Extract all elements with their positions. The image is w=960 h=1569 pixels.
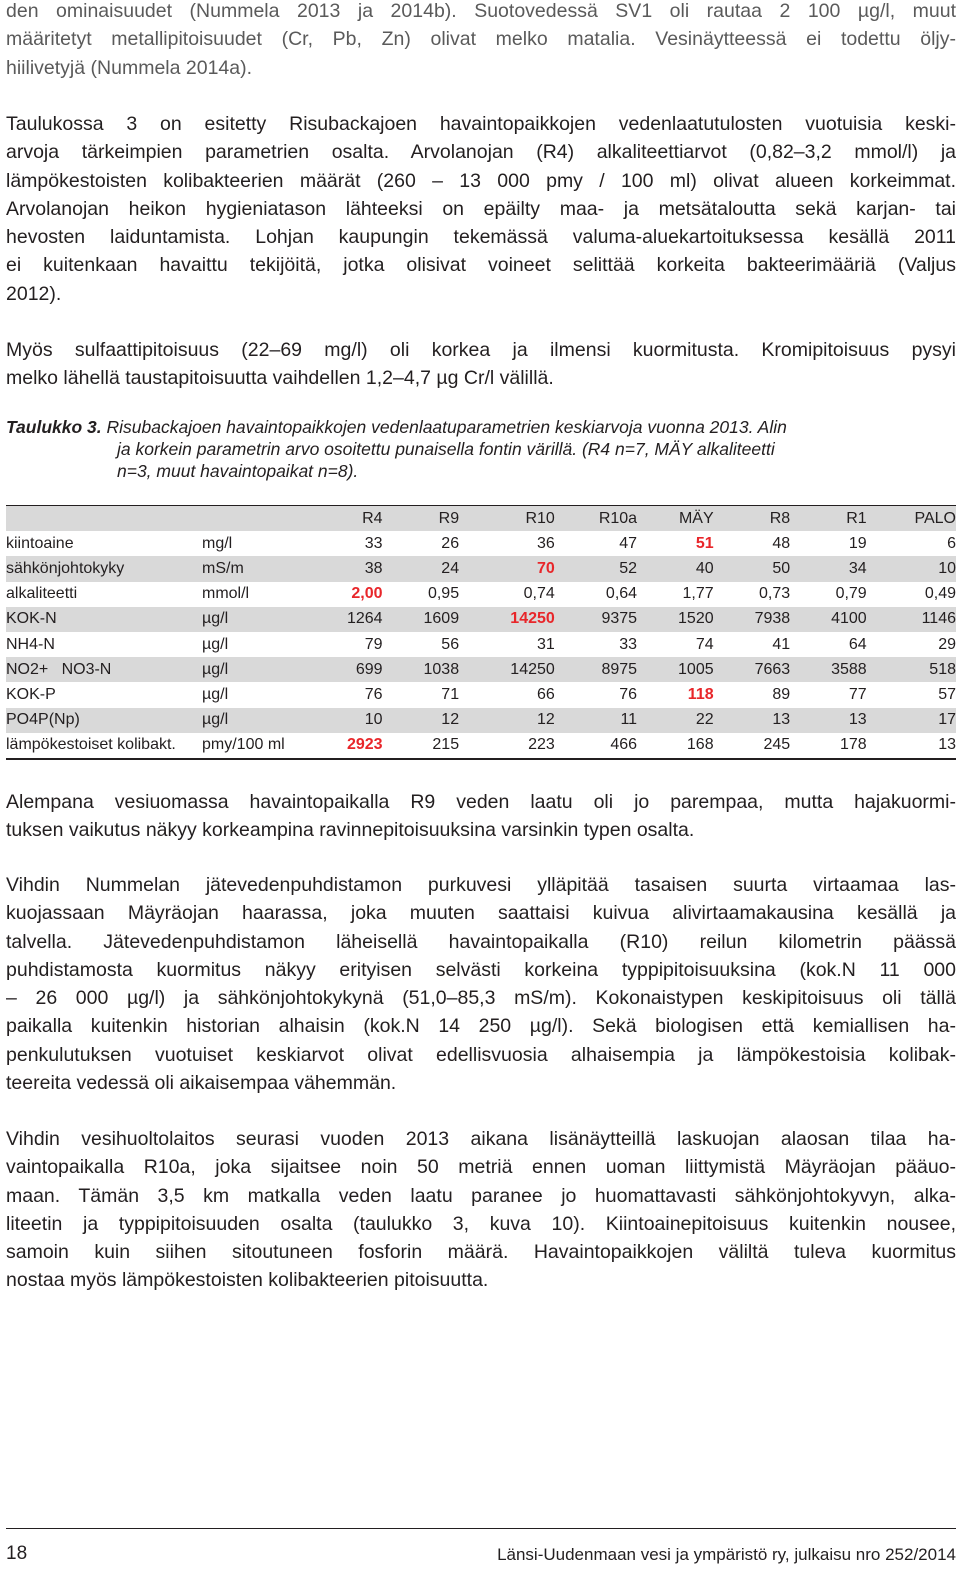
- table-cell: 40: [695, 559, 714, 577]
- text-line: puhdistamosta kuormitus näkyy erityisen selvästi korkeina typpipitoisuuksina (kok.N 11 000: [6, 958, 956, 981]
- caption-line-3: n=3, muut havaintopaikat n=8).: [117, 461, 359, 481]
- table-cell: 36: [537, 534, 555, 552]
- table-cell: 79: [364, 635, 383, 653]
- text-line: – 26 000 µg/l) ja sähkönjohtokykynä (51,0–85,3 mS/m). Kokonaistypen keskipitoisuus oli tällä: [6, 987, 956, 1010]
- table-cell: 168: [686, 736, 714, 754]
- table-cell: 26: [441, 534, 460, 552]
- table-cell: 41: [772, 635, 791, 653]
- text-line: Myös sulfaattipitoisuus (22–69 mg/l) oli korkea ja ilmensi kuormitusta. Kromipitoisuus pysyi: [6, 339, 956, 361]
- text-line: teereita vedessä oli aikaisempaa vähemmän.: [6, 1072, 397, 1095]
- table-cell: 2923: [346, 736, 383, 754]
- table-cell: 518: [929, 660, 956, 678]
- table-cell: 466: [610, 736, 638, 754]
- water-quality-table: [6, 505, 956, 760]
- row-unit: µg/l: [202, 711, 229, 729]
- table-cell: 56: [441, 635, 460, 653]
- table-cell: 1,77: [682, 585, 714, 603]
- paragraph-sulfate: [6, 336, 956, 393]
- table-cell: 4100: [831, 610, 867, 628]
- table-cell: 215: [432, 736, 460, 754]
- table-cell: 0,49: [924, 585, 956, 603]
- table-cell: 699: [355, 660, 383, 678]
- header-station: R1: [846, 509, 867, 527]
- table-cell: 245: [763, 736, 791, 754]
- header-station: MÄY: [678, 509, 714, 527]
- table-cell: 11: [620, 711, 638, 729]
- text-line: maan. Tämän 3,5 km matkalla veden laatu paranee jo huomattavasti sähkönjohtokyvyn, alka-: [6, 1184, 956, 1207]
- table-row: [6, 556, 956, 581]
- table-cell: 48: [772, 534, 791, 552]
- table-cell: 178: [840, 736, 867, 754]
- table-cell: 29: [938, 635, 956, 653]
- row-unit: µg/l: [202, 610, 229, 628]
- text-line: 2012).: [6, 282, 62, 305]
- text-line: paikalla kuitenkin historian alhaisin (kok.N 14 250 µg/l). Sekä biologisen että kemiallisen ha-: [6, 1015, 956, 1038]
- row-unit: pmy/100 ml: [202, 736, 285, 754]
- header-station: R9: [438, 509, 460, 527]
- table-row: [6, 733, 956, 759]
- table-row: [6, 582, 956, 607]
- table-cell: 47: [619, 534, 638, 552]
- header-station: PALO: [914, 509, 956, 527]
- table-cell: 1038: [423, 660, 460, 678]
- table-header-row: [6, 506, 956, 532]
- caption-line-2: ja korkein parametrin arvo osoitettu punaisella fontin värillä. (R4 n=7, MÄY alkaliteetti: [117, 439, 775, 459]
- row-unit: mS/m: [202, 559, 244, 577]
- table-cell: 9375: [601, 610, 638, 628]
- text-line: Alempana vesiuomassa havaintopaikalla R9 veden laatu oli jo parempaa, mutta hajakuormi-: [6, 791, 956, 813]
- row-parameter: KOK-N: [6, 610, 57, 628]
- row-parameter: NH4-N: [6, 635, 55, 653]
- table-cell: 50: [772, 559, 791, 577]
- text-line: liteetin ja typpipitoisuuden osalta (taulukko 3, kuva 10). Kiintoainepitoisuus kuitenkin nousee,: [6, 1212, 956, 1235]
- table-cell: 76: [619, 685, 638, 703]
- table-body: [6, 531, 956, 759]
- table-cell: 57: [938, 685, 956, 703]
- table-cell: 10: [364, 711, 383, 729]
- paragraph-nummela-wwtp: [6, 871, 956, 1097]
- header-station: R10: [525, 509, 555, 527]
- table-cell: 89: [772, 685, 791, 703]
- table-row: [6, 682, 956, 707]
- table-cell: 31: [537, 635, 555, 653]
- text-line: arvoja tärkeimpien parametrien osalta. Arvolanojan (R4) alkaliteettiarvot (0,82–3,2 mmol/l) ja: [6, 141, 956, 164]
- header-station: R10a: [598, 509, 638, 527]
- caption-line-1: Risubackajoen havaintopaikkojen vedenlaatuparametrien keskiarvoja vuonna 2013. Alin: [106, 417, 787, 437]
- row-unit: mmol/l: [202, 585, 250, 603]
- text-line: määritetyt metallipitoisuudet (Cr, Pb, Zn) olivat melko matalia. Vesinäytteessä ei todettu öljy-: [6, 28, 956, 51]
- table-cell: 1264: [346, 610, 383, 628]
- table-cell: 12: [441, 711, 460, 729]
- table-cell: 52: [619, 559, 638, 577]
- table-row: [6, 607, 956, 632]
- table-cell: 34: [848, 559, 867, 577]
- table-cell: 7663: [754, 660, 791, 678]
- publication-info: Länsi-Uudenmaan vesi ja ympäristö ry, julkaisu nro 252/2014: [497, 1545, 956, 1564]
- table-cell: 8975: [601, 660, 638, 678]
- text-line: den ominaisuudet (Nummela 2013 ja 2014b). Suotovedessä SV1 oli rautaa 2 100 µg/l, muut: [6, 0, 956, 22]
- text-line: Vihdin Nummelan jätevedenpuhdistamon purkuvesi ylläpitää tasaisen suurta virtaamaa las-: [6, 874, 956, 896]
- table-cell: 17: [938, 711, 956, 729]
- table-cell: 0,64: [605, 585, 638, 603]
- table-row: [6, 708, 956, 733]
- row-parameter: PO4P(Np): [6, 711, 80, 729]
- table-cell: 64: [848, 635, 867, 653]
- table-cell: 70: [537, 559, 555, 577]
- row-unit: µg/l: [202, 685, 229, 703]
- table-cell: 13: [772, 711, 791, 729]
- row-unit: µg/l: [202, 635, 229, 653]
- paragraph-r9: [6, 788, 956, 845]
- table-cell: 66: [537, 685, 555, 703]
- table-cell: 24: [441, 559, 460, 577]
- caption-label: Taulukko 3.: [6, 417, 102, 437]
- text-line: vaintopaikalla R10a, joka sijaitsee noin 50 metriä ennen uoman liittymistä Mäyräojan pääuo-: [6, 1156, 956, 1179]
- table-cell: 118: [687, 685, 714, 703]
- row-unit: µg/l: [202, 660, 229, 678]
- table-cell: 12: [537, 711, 555, 729]
- text-line: samoin kuin siihen sitoutuneen fosforin määrä. Havaintopaikkojen väliltä tuleva kuormitus: [6, 1241, 956, 1264]
- paragraph-metals: [6, 0, 956, 82]
- row-parameter: sähkönjohtokyky: [6, 559, 125, 577]
- text-line: kuojassaan Mäyräojan haarassa, joka muuten saattaisi kuivua alivirtaamakausina kesällä ja: [6, 902, 956, 925]
- table-cell: 7938: [754, 610, 791, 628]
- text-line: lämpökestoisten kolibakteerien määrät (260 – 13 000 pmy / 100 ml) olivat alueen korkeimmat.: [6, 169, 956, 192]
- table-row: [6, 632, 956, 657]
- text-line: Arvolanojan heikon hygieniatason lähteeksi on epäilty maa- ja metsätaloutta sekä karjan- tai: [6, 197, 956, 220]
- table-row: [6, 531, 956, 556]
- header-unit: [202, 506, 306, 532]
- text-line: Taulukossa 3 on esitetty Risubackajoen havaintopaikkojen vedenlaatutulosten vuotuisia keski-: [6, 113, 956, 135]
- text-line: talvella. Jätevedenpuhdistamon läheisellä havaintopaikalla (R10) reilun kilometrin päässä: [6, 930, 956, 953]
- text-line: melko lähellä taustapitoisuutta vaihdellen 1,2–4,7 µg Cr/l välillä.: [6, 367, 554, 390]
- table-cell: 14250: [510, 610, 555, 628]
- table-cell: 3588: [831, 660, 867, 678]
- table-cell: 10: [938, 559, 956, 577]
- row-parameter: alkaliteetti: [6, 585, 78, 603]
- table-cell: 74: [695, 635, 714, 653]
- table-cell: 33: [619, 635, 638, 653]
- paragraph-risubackajoki-intro: [6, 110, 956, 308]
- table-cell: 51: [695, 534, 714, 552]
- header-station: R8: [769, 509, 791, 527]
- paragraph-r10a: [6, 1125, 956, 1295]
- table-cell: 71: [441, 685, 460, 703]
- table-cell: 1146: [921, 610, 956, 628]
- table-cell: 19: [848, 534, 867, 552]
- text-line: penkulutuksen vuotuiset keskiarvot olivat edellisvuosia alhaisempia ja lämpökestoisia kolibak-: [6, 1043, 956, 1066]
- text-line: hevosten laiduntamista. Lohjan kaupungin tekemässä valuma-aluekartoituksessa kesällä 2011: [6, 226, 956, 249]
- row-parameter: KOK-P: [6, 685, 56, 703]
- table-cell: 2,00: [351, 585, 383, 603]
- text-line: ei kuitenkaan havaittu tekijöitä, jotka olisivat voineet selittää korkeita bakteerimääriä (Valjus: [6, 254, 956, 277]
- table-cell: 22: [695, 711, 714, 729]
- page-number: 18: [6, 1543, 28, 1564]
- header-station: R4: [362, 509, 383, 527]
- footer-divider: [6, 1528, 956, 1529]
- table-cell: 0,74: [523, 585, 555, 603]
- table-cell: 33: [364, 534, 383, 552]
- text-line: tuksen vaikutus näkyy korkeampina ravinnepitoisuuksina varsinkin typen osalta.: [6, 819, 695, 842]
- table-cell: 0,79: [835, 585, 867, 603]
- text-line: Vihdin vesihuoltolaitos seurasi vuoden 2013 aikana lisänäytteillä laskuojan alaosan tilaa ha-: [6, 1128, 956, 1150]
- table-cell: 1609: [423, 610, 460, 628]
- table-cell: 6: [947, 534, 956, 552]
- row-parameter: kiintoaine: [6, 534, 74, 552]
- table-cell: 76: [364, 685, 383, 703]
- table-cell: 77: [848, 685, 867, 703]
- table-cell: 14250: [510, 660, 555, 678]
- text-line: nostaa myös lämpökestoisten kolibakteerien pitoisuutta.: [6, 1269, 489, 1292]
- table-cell: 13: [938, 736, 956, 754]
- table-cell: 38: [364, 559, 383, 577]
- row-unit: mg/l: [202, 534, 233, 552]
- table-caption: [6, 416, 956, 482]
- row-parameter: lämpökestoiset kolibakt.: [6, 736, 176, 754]
- text-line: hiilivetyjä (Nummela 2014a).: [6, 56, 253, 79]
- table-cell: 223: [528, 736, 555, 754]
- header-param: [6, 506, 202, 532]
- table-cell: 0,73: [759, 585, 791, 603]
- table-cell: 1005: [678, 660, 714, 678]
- row-parameter: NO2+ NO3-N: [6, 660, 112, 678]
- table-cell: 1520: [678, 610, 714, 628]
- table-cell: 0,95: [427, 585, 460, 603]
- table-cell: 13: [848, 711, 867, 729]
- table-row: [6, 657, 956, 682]
